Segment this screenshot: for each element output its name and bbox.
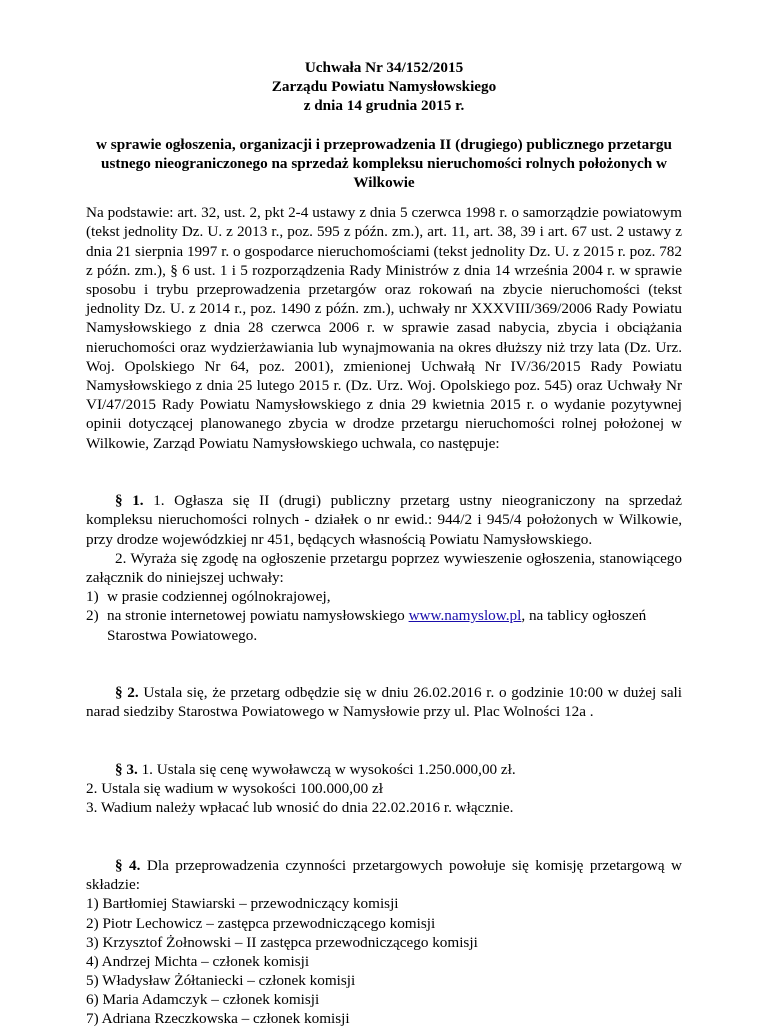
resolution-authority: Zarządu Powiatu Namysłowskiego [271,78,497,96]
section-2-mark: § 2. [115,684,139,702]
website-link[interactable]: www.namyslow.pl [408,607,522,625]
resolution-subject: w sprawie ogłoszenia, organizacji i przeprowadzenia II (drugiego) publicznego przetargu ustnego nieograniczonego na sprzedaż kompleksu nieruchomości rolnych położonych w Wilkowie [96,135,672,191]
commission-members [86,894,682,1028]
legal-basis: Na podstawie: art. 32, ust. 2, pkt 2-4 ustawy z dnia 5 czerwca 1998 r. o samorządzie powiatowym (tekst jednolity Dz. U. z 2013 r., poz. 595 z późn. zm.), art. 11, art. 38, 39 i art. 67 ust. 2 ustawy z dnia 21 sierpnia 1997 r. o gospodarce nieruchomościami (tekst jednolity Dz. U. z 2015 r. poz. 782 z późn. zm.), § 6 ust. 1 i 5 rozporządzenia Rady Ministrów z dnia 14 września 2004 r. w sprawie sposobu i trybu przeprowadzenia przetargów oraz rokowań na zbycie nieruchomości (tekst jednolity Dz. U. z 2014 r., poz. 1490 z późn. zm.), uchwały nr XXXVIII/369/2006 Rady Powiatu Namysłowskiego z dnia 28 czerwca 2006 r. w sprawie zasad nabycia, zbycia i obciążania nieruchomości oraz wydzierżawiania lub wynajmowania na okres dłuższy niż trzy lata (Dz. Urz. Woj. Opolskiego Nr 64, poz. 2001), zmienionej Uchwałą Nr IV/36/2015 Rady Powiatu Namysłowskiego z dnia 25 lutego 2015 r. (Dz. Urz. Woj. Opolskiego poz. 545) oraz Uchwały Nr VI/47/2015 Rady Powiatu Namysłowskiego z dnia 29 kwietnia 2015 r. o wydanie pozytywnej opinii dotyczącej planowanego zbycia w drodze przetargu nieruchomości rolnej położonej w Wilkowie, Zarząd Powiatu Namysłowskiego uchwala, co następuje: [86,204,682,452]
commission-member: 2) Piotr Lechowicz – zastępca przewodniczącego komisji [86,914,436,932]
section-3-line-3: 3. Wadium należy wpłacać lub wnosić do dnia 22.02.2016 r. włącznie. [86,799,514,817]
commission-member: 3) Krzysztof Żołnowski – II zastępca przewodniczącego komisji [86,933,478,951]
section-4-text: Dla przeprowadzenia czynności przetargowych powołuje się komisję przetargową w składzie: [86,856,683,894]
section-1-text: 1. Ogłasza się II (drugi) publiczny przetarg ustny nieograniczony na sprzedaż kompleksu nieruchomości rolnych - działek o nr ewid.: 944/2 i 945/4 położonych w Wilkowie, przy drodze wojewódzkiej nr 451, będących własnością Powiatu Namysłowskiego. [86,492,683,548]
resolution-date: z dnia 14 grudnia 2015 r. [303,97,465,115]
list-item-number: 1) [86,588,99,606]
commission-member: 1) Bartłomiej Stawiarski – przewodniczący komisji [86,895,399,913]
list-item-text: w prasie codziennej ogólnokrajowej, [107,588,331,606]
section-3-text-1: 1. Ustala się cenę wywoławczą w wysokości 1.250.000,00 zł. [137,760,516,778]
publication-list [86,587,682,645]
section-3-line-1 [86,760,682,779]
commission-member: 5) Władysław Żółtaniecki – członek komisji [86,972,356,990]
list-item-text [107,606,682,644]
commission-member: 7) Adriana Rzeczkowska – członek komisji [86,1010,350,1028]
list-item-text-post: , na tablicy ogłoszeń Starostwa Powiatowego. [107,607,647,644]
section-2-text: Ustala się, że przetarg odbędzie się w dniu 26.02.2016 r. o godzinie 10:00 w dużej sali narad siedziby Starostwa Powiatowego w Namysłowie przy ul. Plac Wolności 12a . [86,684,682,721]
section-1-paragraph-1 [86,491,682,549]
list-item [86,587,682,606]
section-1-mark: § 1. [115,492,144,510]
section-2 [86,683,682,721]
section-4-intro [86,856,682,894]
list-item [86,606,682,644]
commission-member: 6) Maria Adamczyk – członek komisji [86,991,320,1009]
section-1-paragraph-2: 2. Wyraża się zgodę na ogłoszenie przetargu poprzez wywieszenie ogłoszenia, stanowiącego załącznik do niniejszej uchwały: [86,549,682,586]
list-item-number: 2) [86,607,99,625]
document-page [86,58,682,1029]
list-item-text-pre: na stronie internetowej powiatu namysłowskiego [107,607,409,625]
resolution-header [86,58,682,116]
commission-member: 4) Andrzej Michta – członek komisji [86,952,310,970]
section-3-mark: § 3. [115,760,138,778]
section-4-mark: § 4. [115,856,141,874]
resolution-number: Uchwała Nr 34/152/2015 [304,59,464,76]
section-3-line-2: 2. Ustala się wadium w wysokości 100.000,00 zł [86,780,383,798]
